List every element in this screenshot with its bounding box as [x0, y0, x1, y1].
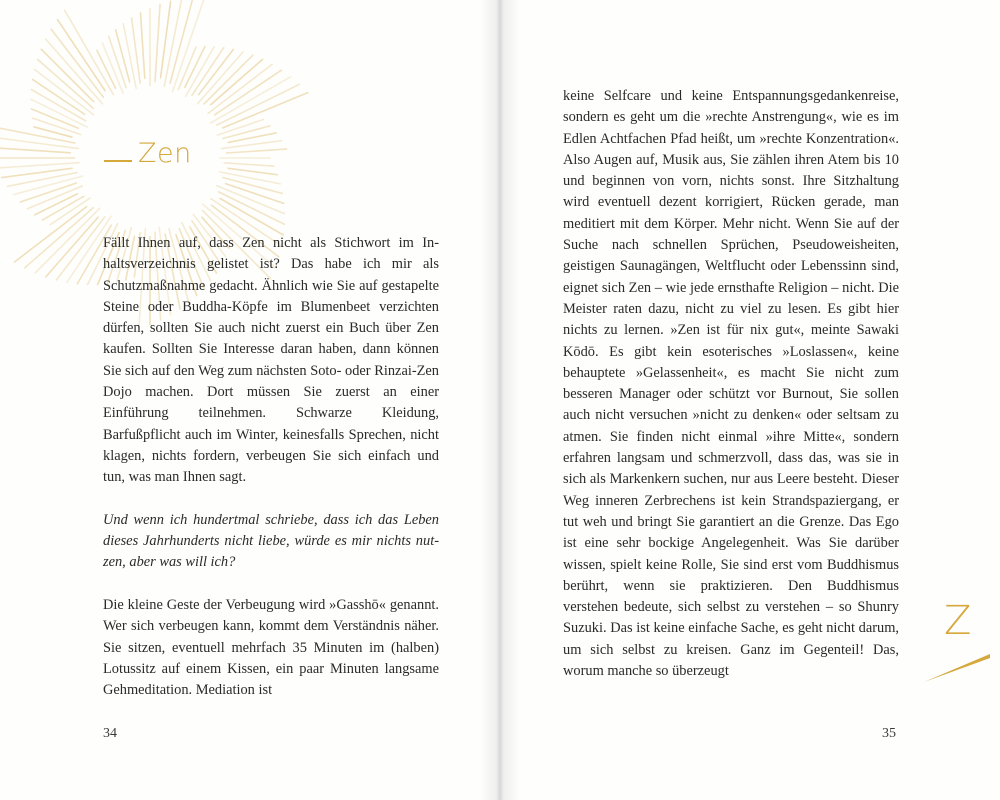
- sunburst-ray: [228, 168, 277, 174]
- italic-quote: Und wenn ich hundertmal schriebe, dass ich das Leben dieses Jahrhunderts nicht liebe, würde es mir nichts nutzen, aber was will ich?: [103, 511, 439, 571]
- sunburst-ray: [223, 93, 308, 128]
- title-underline-rule: [104, 160, 132, 162]
- sunburst-ray: [226, 149, 286, 153]
- paragraph: keine Selfcare und keine Entspannungsgedankenreise, sondern es geht um die »rechte Anstrengung«, wie es im Edlen Achtfachen Pfad heißt, um »rechte Konzentration«. Also Augen auf, Musik aus, Sie zählen ihren Atem bis 10 und beginnen von vorn, nichts sonst. Ihre Sitzhaltung wird eventuell dezent korrigiert, Rücken gerade, man meditiert mit dem Körper. Mehr nicht. Wenn Sie auf der Suche nach schnellen Sprüchen, Pseudoweisheiten, geistigen Saunagängen, Weltflucht oder Lebenssinn sind, eignet sich Zen – wie jede ernsthafte Religion – nicht. Die Meister raten dazu, nicht zu viel zu lesen. Es gibt hier nichts zu lernen. »Zen ist für nix gut«, meinte Sawaki Kōdō. Es gibt kein esoterisches »Loslassen«, keine behauptete »Gelassenheit«, es macht Sie nicht zum besseren Manager oder schützt vor Burnout, Sie sollen auch nicht versuchen »nicht zu denken« oder seltsam zu atmen. Sie finden nicht einmal »ihre Mitte«, sondern erfahren langsam und schmerzvoll, dass das, was sie in sich als Markenkern suchen, nur aus Leere besteht. Dieser Weg inneren Zerbrechens ist kein Strandspaziergang, er tut weh und bringt Sie garantiert an die Grenze. Das Ego ist eine sehr bockige Angelegenheit. Was Sie darüber wissen, spielt keine Rolle, Sie sind erst vom Buddhismus berührt, wenn sie praktizieren. Den Buddhismus verstehen bedeute, sich selbst zu verstehen – so Shunry Suzuki. Das ist keine einfache Sache, es geht nicht darum, um sich selbst zu kreisen. Ganz im Gegenteil! Das, worum manche so überzeugt: [563, 88, 899, 680]
- left-page-text: [103, 233, 439, 702]
- sunburst-ray: [0, 147, 70, 152]
- sunburst-ray: [155, 4, 160, 81]
- sunburst-ray: [220, 198, 283, 234]
- chapter-title-text: Zen: [138, 138, 192, 169]
- paragraph: Fällt Ihnen auf, dass Zen nicht als Stichwort im Inhaltsverzeichnis gelistet ist? Das habe ich mir als Schutzmaßnahme gedacht. Ähnlich wie Sie auf gestapelte Steine oder Buddha-Köpfe im Blumenbeet verzichten dürfen, sollten Sie auch nicht zuerst ein Buch über Zen kaufen. Sollten Sie Interesse daran haben, dann können Sie sich auf den Weg zum nächsten Soto- oder Rinzai-Zen Dojo machen. Dort müssen Sie zuerst an einer Einführung teilnehmen. Schwarze Kleidung, Barfußpflicht auch im Winter, keinesfalls Sprechen, nicht klagen, nichts fordern, verbeugen Sie sich einfach und tun, was man Ihnen sagt.: [103, 235, 439, 486]
- thumb-accent-stroke: [920, 650, 992, 686]
- sunburst-ray: [140, 13, 144, 78]
- right-page-text: [563, 86, 899, 682]
- sunburst-ray: [7, 173, 77, 187]
- sunburst-ray: [161, 1, 171, 78]
- sunburst-ray: [0, 136, 78, 148]
- left-page: [0, 0, 496, 800]
- sunburst-ray: [219, 192, 285, 224]
- chapter-title: [104, 138, 192, 169]
- paragraph: Die kleine Geste der Verbeugung wird »Gasshō« genannt. Wer sich verbeugen kann, kommt dem Verständnis näher. Sie sitzen, eventuell mehrfach 35 Minuten im (halben) Lotussitz auf einem Kissen, ein paar Minuten langsame Gehmeditation. Mediation ist: [103, 597, 439, 699]
- sunburst-ray: [0, 163, 79, 168]
- sunburst-ray: [204, 55, 253, 104]
- sunburst-ray: [116, 30, 130, 82]
- page-number-left: 34: [103, 726, 117, 741]
- sunburst-ray: [223, 126, 270, 139]
- sunburst-ray: [199, 49, 234, 94]
- page-number-right: 35: [882, 726, 896, 741]
- chapter-thumb-letter: Z: [944, 598, 972, 644]
- sunburst-ray: [224, 163, 274, 166]
- book-gutter-shadow: [480, 0, 520, 800]
